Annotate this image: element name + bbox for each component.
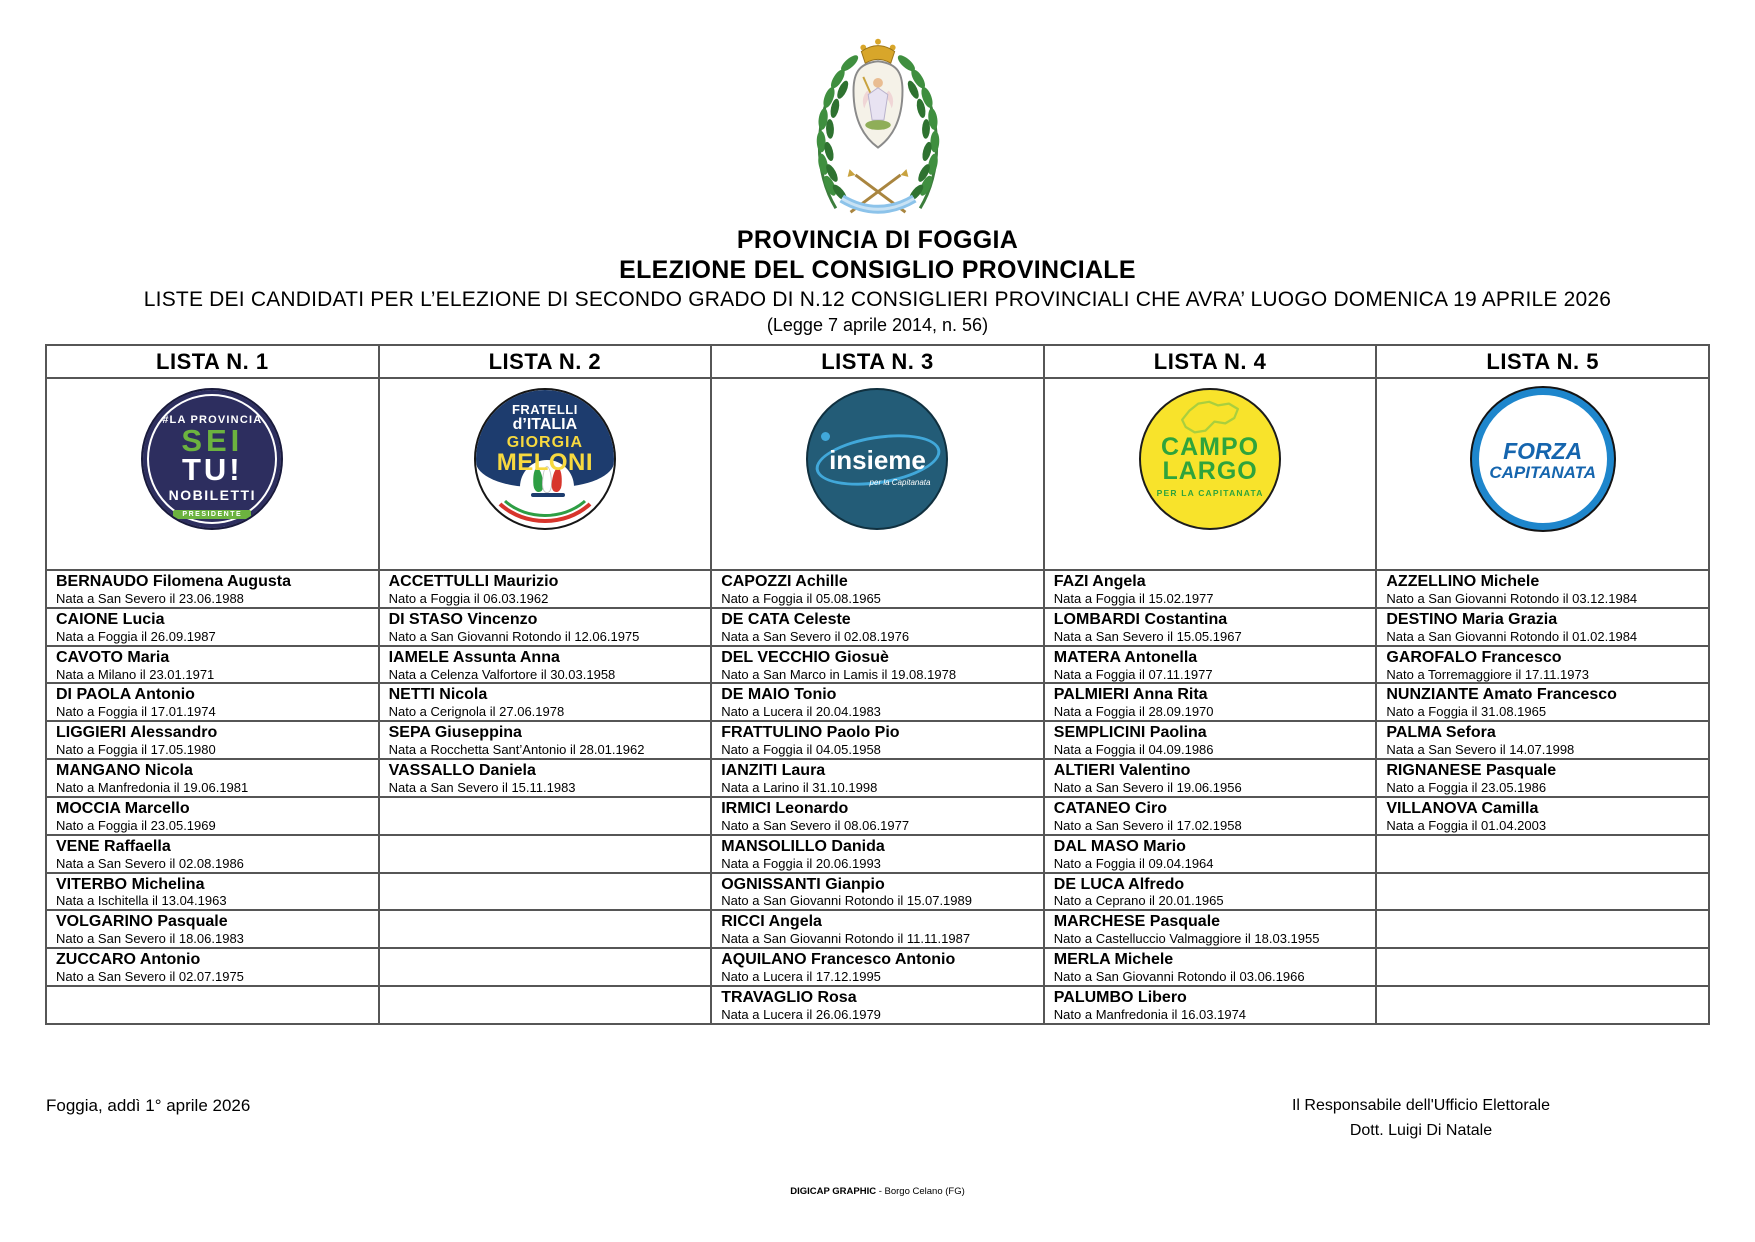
candidate-cell <box>1044 570 1377 608</box>
candidate-birth: Nato a San Severo il 08.06.1977 <box>721 817 910 833</box>
candidate-birth: Nato a Foggia il 05.08.1965 <box>721 590 881 606</box>
candidate-cell <box>711 797 1044 835</box>
candidate-cell <box>379 721 712 759</box>
candidate-name: LIGGIERI Alessandro <box>56 724 218 742</box>
candidate-cell <box>379 835 712 873</box>
candidate-birth: Nata a Foggia il 26.09.1987 <box>56 628 216 644</box>
candidate-cell <box>1044 759 1377 797</box>
candidate-cell <box>1376 759 1709 797</box>
print-credit <box>0 1186 1755 1197</box>
candidate-cell <box>1376 683 1709 721</box>
candidate-cell <box>711 570 1044 608</box>
candidate-cell <box>1376 721 1709 759</box>
candidate-birth: Nata a Celenza Valfortore il 30.03.1958 <box>388 666 616 682</box>
candidate-cell <box>1044 873 1377 911</box>
candidate-birth: Nata a Larino il 31.10.1998 <box>721 779 878 795</box>
candidate-name: DI PAOLA Antonio <box>56 686 195 704</box>
logo-text: LARGO <box>1162 456 1258 485</box>
candidate-birth: Nata a San Severo il 14.07.1998 <box>1386 742 1575 758</box>
candidate-name: CAIONE Lucia <box>56 610 165 628</box>
logo-text: NOBILETTI <box>168 486 256 503</box>
candidate-cell <box>711 759 1044 797</box>
lista-1-party-logo <box>141 388 283 530</box>
candidate-name: DESTINO Maria Grazia <box>1386 610 1558 628</box>
lista-2-header: LISTA N. 2 <box>379 345 712 378</box>
orbit-dot <box>821 432 830 441</box>
candidate-name: DAL MASO Mario <box>1053 837 1186 855</box>
candidate-birth: Nato a San Severo il 02.07.1975 <box>56 969 244 984</box>
lista-3-header: LISTA N. 3 <box>711 345 1044 378</box>
signature-block <box>1292 1094 1550 1144</box>
lista-5-party-logo <box>1472 388 1614 530</box>
candidate-name: AZZELLINO Michele <box>1386 573 1540 590</box>
candidate-cell <box>1376 948 1709 986</box>
candidate-birth: Nato a Foggia il 09.04.1964 <box>1053 855 1214 871</box>
candidate-cell <box>711 721 1044 759</box>
logo-text: per la Capitanata <box>869 478 931 487</box>
candidate-birth: Nata a San Severo il 02.08.1986 <box>56 855 244 871</box>
candidate-name: SEPA Giuseppina <box>388 724 522 742</box>
candidate-cell <box>1044 797 1377 835</box>
candidate-cell <box>379 910 712 948</box>
candidate-name: PALMIERI Anna Rita <box>1053 686 1208 704</box>
candidate-birth: Nato a Castelluccio Valmaggiore il 18.03.1955 <box>1053 931 1320 947</box>
candidate-cell <box>711 986 1044 1024</box>
capitanata-map-outline <box>1175 400 1245 436</box>
print-credit-brand: DIGICAP GRAPHIC <box>790 1186 877 1197</box>
candidate-birth: Nato a Foggia il 23.05.1969 <box>56 817 216 833</box>
candidate-cell <box>46 873 379 911</box>
candidate-birth: Nato a Manfredonia il 19.06.1981 <box>56 779 249 795</box>
candidate-birth: Nato a Ceprano il 20.01.1965 <box>1053 893 1224 909</box>
lista-4-party-logo <box>1139 388 1281 530</box>
logo-text: PRESIDENTE <box>173 510 251 519</box>
candidate-birth: Nata a Foggia il 20.06.1993 <box>721 855 881 871</box>
candidate-cell <box>711 608 1044 646</box>
candidate-cell <box>1376 570 1709 608</box>
candidate-cell <box>46 721 379 759</box>
candidate-birth: Nata a San Severo il 23.06.1988 <box>56 590 244 606</box>
candidate-birth: Nato a Foggia il 06.03.1962 <box>388 590 549 606</box>
candidate-birth: Nata a San Severo il 15.11.1983 <box>388 779 576 795</box>
logo-text: FRATELLI <box>511 402 578 417</box>
candidate-name: FRATTULINO Paolo Pio <box>721 724 900 742</box>
candidate-name: IAMELE Assunta Anna <box>388 648 560 666</box>
logo-text: d’ITALIA <box>512 416 578 433</box>
candidate-cell <box>46 948 379 986</box>
candidate-name: MERLA Michele <box>1053 951 1174 969</box>
logos-row <box>46 378 1709 570</box>
candidate-cell <box>379 797 712 835</box>
candidate-cell <box>379 570 712 608</box>
candidate-name: DEL VECCHIO Giosuè <box>721 648 889 666</box>
candidate-cell <box>46 646 379 684</box>
candidate-name: GAROFALO Francesco <box>1386 648 1562 666</box>
candidate-cell <box>1376 986 1709 1024</box>
candidate-name: PALMA Sefora <box>1386 724 1496 742</box>
logo-text: SEI <box>181 423 244 458</box>
candidate-birth: Nato a Lucera il 17.12.1995 <box>721 969 881 984</box>
lista-2-party-logo <box>474 388 616 530</box>
candidate-cell <box>379 986 712 1024</box>
candidate-cell <box>1376 608 1709 646</box>
candidate-cell <box>1044 835 1377 873</box>
candidate-name: NUNZIANTE Amato Francesco <box>1386 686 1617 704</box>
flame-base <box>531 493 565 497</box>
candidate-birth: Nata a Rocchetta Sant’Antonio il 28.01.1962 <box>388 742 645 758</box>
candidate-birth: Nata a Foggia il 07.11.1977 <box>1053 666 1213 682</box>
candidate-cell <box>711 873 1044 911</box>
candidate-birth: Nato a San Giovanni Rotondo il 15.07.1989 <box>721 893 972 909</box>
candidate-cell <box>46 910 379 948</box>
candidate-row <box>46 948 1709 986</box>
candidate-cell <box>379 948 712 986</box>
candidate-row <box>46 835 1709 873</box>
candidate-birth: Nata a Milano il 23.01.1971 <box>56 666 215 682</box>
candidate-row <box>46 721 1709 759</box>
candidate-birth: Nata a Ischitella il 13.04.1963 <box>56 893 227 909</box>
logo-text: MELONI <box>496 449 594 476</box>
candidate-birth: Nato a San Severo il 19.06.1956 <box>1053 779 1242 795</box>
lista-2-logo-cell <box>379 378 712 570</box>
candidate-row <box>46 797 1709 835</box>
candidate-name: MOCCIA Marcello <box>56 799 190 817</box>
print-credit-location: - Borgo Celano (FG) <box>878 1186 965 1197</box>
candidate-birth: Nata a San Giovanni Rotondo il 01.02.1984 <box>1386 628 1638 644</box>
logo-text: GIORGIA <box>506 434 584 451</box>
lista-1-header: LISTA N. 1 <box>46 345 379 378</box>
candidate-birth: Nato a Lucera il 20.04.1983 <box>721 704 881 720</box>
candidate-cell <box>46 570 379 608</box>
candidate-name: LOMBARDI Costantina <box>1053 610 1228 628</box>
candidate-birth: Nata a Foggia il 15.02.1977 <box>1053 590 1214 606</box>
candidate-row <box>46 986 1709 1024</box>
candidate-name: IANZITI Laura <box>721 762 826 780</box>
candidate-cell <box>711 646 1044 684</box>
candidate-cell <box>379 873 712 911</box>
candidate-name: DE MAIO Tonio <box>721 686 837 704</box>
candidate-cell <box>711 683 1044 721</box>
candidate-cell <box>711 910 1044 948</box>
candidate-cell <box>46 608 379 646</box>
candidate-name: DE LUCA Alfredo <box>1053 875 1185 893</box>
candidate-name: CAPOZZI Achille <box>721 573 848 590</box>
candidate-name: IRMICI Leonardo <box>721 799 849 817</box>
lista-1-logo-cell <box>46 378 379 570</box>
candidate-name: MARCHESE Pasquale <box>1053 913 1221 931</box>
candidate-birth: Nato a Foggia il 31.08.1965 <box>1386 704 1547 720</box>
logo-text: CAPITANATA <box>1489 463 1597 482</box>
candidate-cell <box>46 986 379 1024</box>
candidate-cell <box>1044 721 1377 759</box>
candidate-birth: Nata a Foggia il 01.04.2003 <box>1386 817 1547 833</box>
law-reference: (Legge 7 aprile 2014, n. 56) <box>766 315 989 335</box>
candidate-cell <box>1044 910 1377 948</box>
candidate-cell <box>379 608 712 646</box>
candidate-name: FAZI Angela <box>1053 573 1146 590</box>
candidate-cell <box>1044 608 1377 646</box>
candidate-name: SEMPLICINI Paolina <box>1053 724 1207 742</box>
candidate-cell <box>1044 646 1377 684</box>
candidate-birth: Nato a San Marco in Lamis il 19.08.1978 <box>721 666 957 682</box>
lista-5-logo-cell <box>1376 378 1709 570</box>
lists-description: LISTE DEI CANDIDATI PER L’ELEZIONE DI SECONDO GRADO DI N.12 CONSIGLIERI PROVINCIALI CHE AVRA’ LUOGO DOMENICA 19 APRILE 2026 <box>143 288 1612 311</box>
coat-of-arms <box>794 26 962 222</box>
candidate-name: CAVOTO Maria <box>56 648 170 666</box>
place-and-date: Foggia, addì 1° aprile 2026 <box>46 1096 251 1115</box>
candidate-cell <box>46 759 379 797</box>
candidate-row <box>46 646 1709 684</box>
candidate-birth: Nata a Foggia il 04.09.1986 <box>1053 742 1214 758</box>
candidate-cell <box>1044 683 1377 721</box>
candidate-name: VENE Raffaella <box>56 837 171 855</box>
candidate-birth: Nato a Foggia il 17.01.1974 <box>56 704 216 720</box>
candidate-name: VOLGARINO Pasquale <box>56 913 228 931</box>
candidate-name: BERNAUDO Filomena Augusta <box>56 573 291 590</box>
logo-text: TU! <box>181 452 243 488</box>
candidate-cell <box>379 683 712 721</box>
candidate-cell <box>379 759 712 797</box>
candidate-name: TRAVAGLIO Rosa <box>721 988 857 1006</box>
candidate-cell <box>1376 873 1709 911</box>
candidate-row <box>46 608 1709 646</box>
candidate-cell <box>1044 986 1377 1024</box>
candidate-cell <box>46 797 379 835</box>
candidate-birth: Nato a Cerignola il 27.06.1978 <box>388 704 565 720</box>
candidate-name: VITERBO Michelina <box>56 875 205 893</box>
candidate-row <box>46 873 1709 911</box>
candidate-name: ACCETTULLI Maurizio <box>388 573 559 590</box>
candidate-name: VILLANOVA Camilla <box>1386 799 1539 817</box>
candidate-name: MANSOLILLO Danida <box>721 837 885 855</box>
candidate-birth: Nata a Lucera il 26.06.1979 <box>721 1006 881 1022</box>
candidate-birth: Nata a San Severo il 15.05.1967 <box>1053 628 1242 644</box>
candidate-name: OGNISSANTI Gianpio <box>721 875 885 893</box>
candidate-birth: Nato a San Giovanni Rotondo il 12.06.1975 <box>388 628 640 644</box>
candidate-birth: Nato a Torremaggiore il 17.11.1973 <box>1386 666 1589 682</box>
candidate-row <box>46 683 1709 721</box>
candidate-birth: Nato a Foggia il 23.05.1986 <box>1386 779 1547 795</box>
candidate-birth: Nato a Manfredonia il 16.03.1974 <box>1053 1006 1247 1022</box>
logo-text: #LA PROVINCIA <box>162 414 263 426</box>
candidate-birth: Nato a Foggia il 04.05.1958 <box>721 742 881 758</box>
logo-text: CAMPO <box>1161 433 1260 461</box>
candidate-cell <box>1376 910 1709 948</box>
candidate-name: RICCI Angela <box>721 913 822 931</box>
lista-5-header: LISTA N. 5 <box>1376 345 1709 378</box>
candidates-table <box>45 344 1710 1025</box>
candidate-row <box>46 759 1709 797</box>
lista-4-logo-cell <box>1044 378 1377 570</box>
candidate-cell <box>711 948 1044 986</box>
lista-3-logo-cell <box>711 378 1044 570</box>
candidate-birth: Nato a San Severo il 18.06.1983 <box>56 931 244 947</box>
candidate-name: MANGANO Nicola <box>56 762 193 780</box>
signature-name: Dott. Luigi Di Natale <box>1349 1121 1493 1139</box>
candidate-name: ZUCCARO Antonio <box>56 951 201 969</box>
candidate-name: CATANEO Ciro <box>1053 799 1167 817</box>
candidate-row <box>46 910 1709 948</box>
candidate-cell <box>46 835 379 873</box>
candidate-name: ALTIERI Valentino <box>1053 762 1191 780</box>
candidate-cell <box>1376 646 1709 684</box>
logo-text: insieme <box>829 445 926 475</box>
candidate-name: AQUILANO Francesco Antonio <box>721 951 956 969</box>
candidate-name: DI STASO Vincenzo <box>388 610 538 628</box>
candidate-birth: Nato a San Giovanni Rotondo il 03.06.1966 <box>1053 969 1305 984</box>
signature-title: Il Responsabile dell'Ufficio Elettorale <box>1291 1097 1550 1114</box>
logo-text: FORZA <box>1503 438 1583 464</box>
candidate-birth: Nata a Foggia il 28.09.1970 <box>1053 704 1214 720</box>
candidate-cell <box>46 683 379 721</box>
candidate-birth: Nato a San Giovanni Rotondo il 03.12.1984 <box>1386 590 1638 606</box>
candidate-name: PALUMBO Libero <box>1053 988 1187 1006</box>
lista-3-party-logo <box>806 388 948 530</box>
candidate-name: NETTI Nicola <box>388 686 488 704</box>
candidate-birth: Nato a San Severo il 17.02.1958 <box>1053 817 1242 833</box>
lista-4-header: LISTA N. 4 <box>1044 345 1377 378</box>
candidate-birth: Nato a Foggia il 17.05.1980 <box>56 742 216 758</box>
candidate-cell <box>1044 948 1377 986</box>
candidate-row <box>46 570 1709 608</box>
candidate-birth: Nata a San Giovanni Rotondo il 11.11.1987 <box>721 931 971 947</box>
candidate-cell <box>379 646 712 684</box>
candidate-name: RIGNANESE Pasquale <box>1386 762 1557 780</box>
candidate-name: DE CATA Celeste <box>721 610 851 628</box>
candidate-birth: Nata a San Severo il 02.08.1976 <box>721 628 910 644</box>
candidate-cell <box>1376 797 1709 835</box>
lists-header-row <box>46 345 1709 378</box>
page-subtitle-election: ELEZIONE DEL CONSIGLIO PROVINCIALE <box>619 255 1136 284</box>
candidate-cell <box>711 835 1044 873</box>
candidate-name: VASSALLO Daniela <box>388 762 536 780</box>
page-title: PROVINCIA DI FOGGIA <box>736 226 1019 254</box>
logo-text: PER LA CAPITANATA <box>1156 487 1264 498</box>
candidate-name: MATERA Antonella <box>1053 648 1198 666</box>
candidate-cell <box>1376 835 1709 873</box>
